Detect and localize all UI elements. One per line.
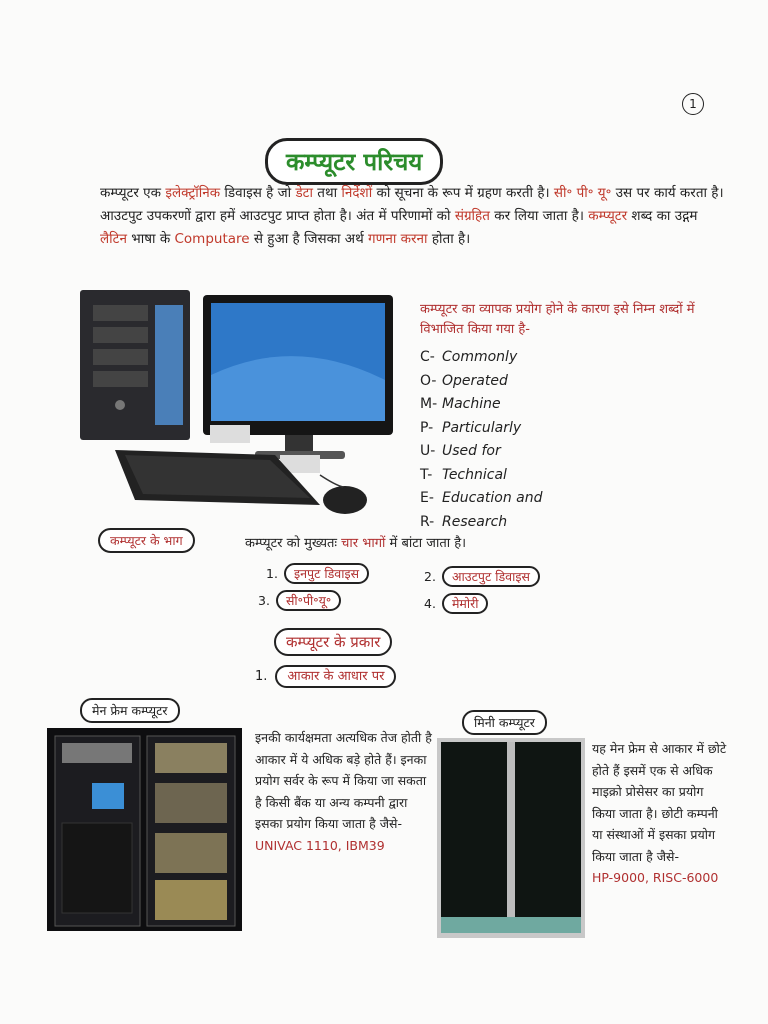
acronym-letter: T-	[420, 466, 433, 483]
parts-desc-highlight: चार भागों	[341, 536, 386, 551]
acronym-letter: U-	[420, 443, 436, 459]
acronym-word: Technical	[442, 466, 507, 483]
acronym-word: Operated	[442, 372, 508, 389]
acronym-item	[420, 511, 543, 535]
mainframe-label: मेन फ्रेम कम्प्यूटर	[80, 698, 180, 723]
intro-segment: लैटिन	[100, 231, 127, 247]
acronym-letter: C-	[420, 349, 435, 365]
acronym-item	[420, 464, 543, 488]
minicomputer-description	[592, 738, 727, 889]
acronym-word: Commonly	[442, 349, 518, 365]
mainframe-examples: UNIVAC 1110, IBM39	[255, 837, 385, 853]
intro-segment: कम्प्यूटर एक	[100, 185, 166, 201]
part-item: 4. मेमोरी	[424, 595, 488, 612]
acronym-letter: R-	[420, 513, 435, 530]
intro-segment: से हुआ है जिसका अर्थ	[249, 231, 369, 247]
types-title: कम्प्यूटर के प्रकार	[274, 628, 392, 656]
acronym-item	[420, 487, 543, 511]
intro-segment: होता है।	[427, 231, 471, 247]
acronym-word: Research	[442, 513, 508, 530]
intro-segment: डेटा	[295, 185, 313, 201]
mini-examples: HP-9000, RISC-6000	[592, 870, 719, 885]
intro-segment: कम्प्यूटर	[588, 208, 628, 224]
mainframe-description	[255, 727, 435, 856]
acronym-letter: O-	[420, 372, 437, 389]
acronym-word: Used for	[442, 443, 501, 459]
intro-segment: कर लिया जाता है।	[489, 208, 589, 224]
intro-segment: डिवाइस है जो	[220, 185, 296, 201]
intro-segment: Computare	[174, 231, 250, 247]
acronym-item	[420, 417, 543, 441]
mainframe-image	[47, 728, 242, 931]
intro-segment: इलेक्ट्रॉनिक	[165, 185, 221, 201]
basis-number: 1.	[255, 669, 268, 684]
part-item: 3. सी॰पी॰यू॰	[258, 592, 341, 609]
mini-desc-text: यह मेन फ्रेम से आकार में छोटे होते हैं इसमें एक से अधिक माइक्रो प्रोसेसर का प्रयोग किया जाता है। छोटी कम्पनी या संस्थाओं में इसका प्रयोग किया जाता है जैसे-	[592, 741, 727, 864]
acronym-letter: M-	[420, 396, 438, 412]
acronym-item	[420, 393, 543, 417]
intro-segment: को सूचना के रूप में ग्रहण करती है।	[372, 185, 554, 201]
page-number: 1	[682, 93, 704, 115]
parts-label: कम्प्यूटर के भाग	[98, 528, 195, 553]
acronym-intro: कम्प्यूटर का व्यापक प्रयोग होने के कारण इसे निम्न शब्दों में विभाजित किया गया है-	[420, 302, 695, 337]
acronym-item	[420, 370, 543, 394]
page-title: कम्प्यूटर परिचय	[265, 138, 443, 185]
acronym-letter: P-	[420, 419, 434, 436]
acronym-item	[420, 440, 543, 464]
part-item: 1. इनपुट डिवाइस	[266, 565, 369, 582]
mainframe-desc-text: इनकी कार्यक्षमता अत्यधिक तेज होती है आकार में ये अधिक बड़े होते हैं। इनका प्रयोग सर्वर के रूप में किया जा सकता है किसी बैंक या अन्य कम्पनी द्वारा इसका प्रयोग किया जाता है जैसे-	[255, 730, 432, 831]
types-basis	[255, 666, 396, 684]
intro-segment: संग्रहित	[454, 208, 490, 224]
intro-paragraph	[100, 182, 725, 251]
parts-desc-pre: कम्प्यूटर को मुख्यतः	[245, 536, 342, 551]
desktop-computer-image	[75, 285, 400, 525]
part-item: 2. आउटपुट डिवाइस	[424, 568, 540, 585]
intro-segment: उस पर कार्य करता है। आउटपुट उपकरणों द्वारा हमें आउटपुट प्राप्त होता है। अंत में परिणामों को	[100, 185, 724, 224]
parts-description	[245, 533, 466, 551]
acronym-list	[420, 346, 543, 534]
intro-segment: तथा	[312, 185, 342, 201]
acronym-letter: E-	[420, 490, 434, 506]
intro-segment: भाषा के	[126, 231, 175, 247]
intro-segment: निर्देशों	[341, 185, 373, 201]
acronym-item	[420, 346, 543, 370]
intro-segment: शब्द का उद्गम	[627, 208, 698, 224]
minicomputer-image	[437, 738, 585, 938]
parts-desc-post: में बांटा जाता है।	[385, 536, 467, 551]
intro-segment: सी॰ पी॰ यू॰	[553, 185, 612, 201]
intro-segment: गणना करना	[368, 231, 428, 247]
acronym-word: Education and	[442, 490, 543, 506]
basis-label: आकार के आधार पर	[275, 665, 396, 688]
mini-label: मिनी कम्प्यूटर	[462, 710, 547, 735]
acronym-word: Machine	[442, 396, 501, 412]
acronym-word: Particularly	[442, 419, 522, 436]
